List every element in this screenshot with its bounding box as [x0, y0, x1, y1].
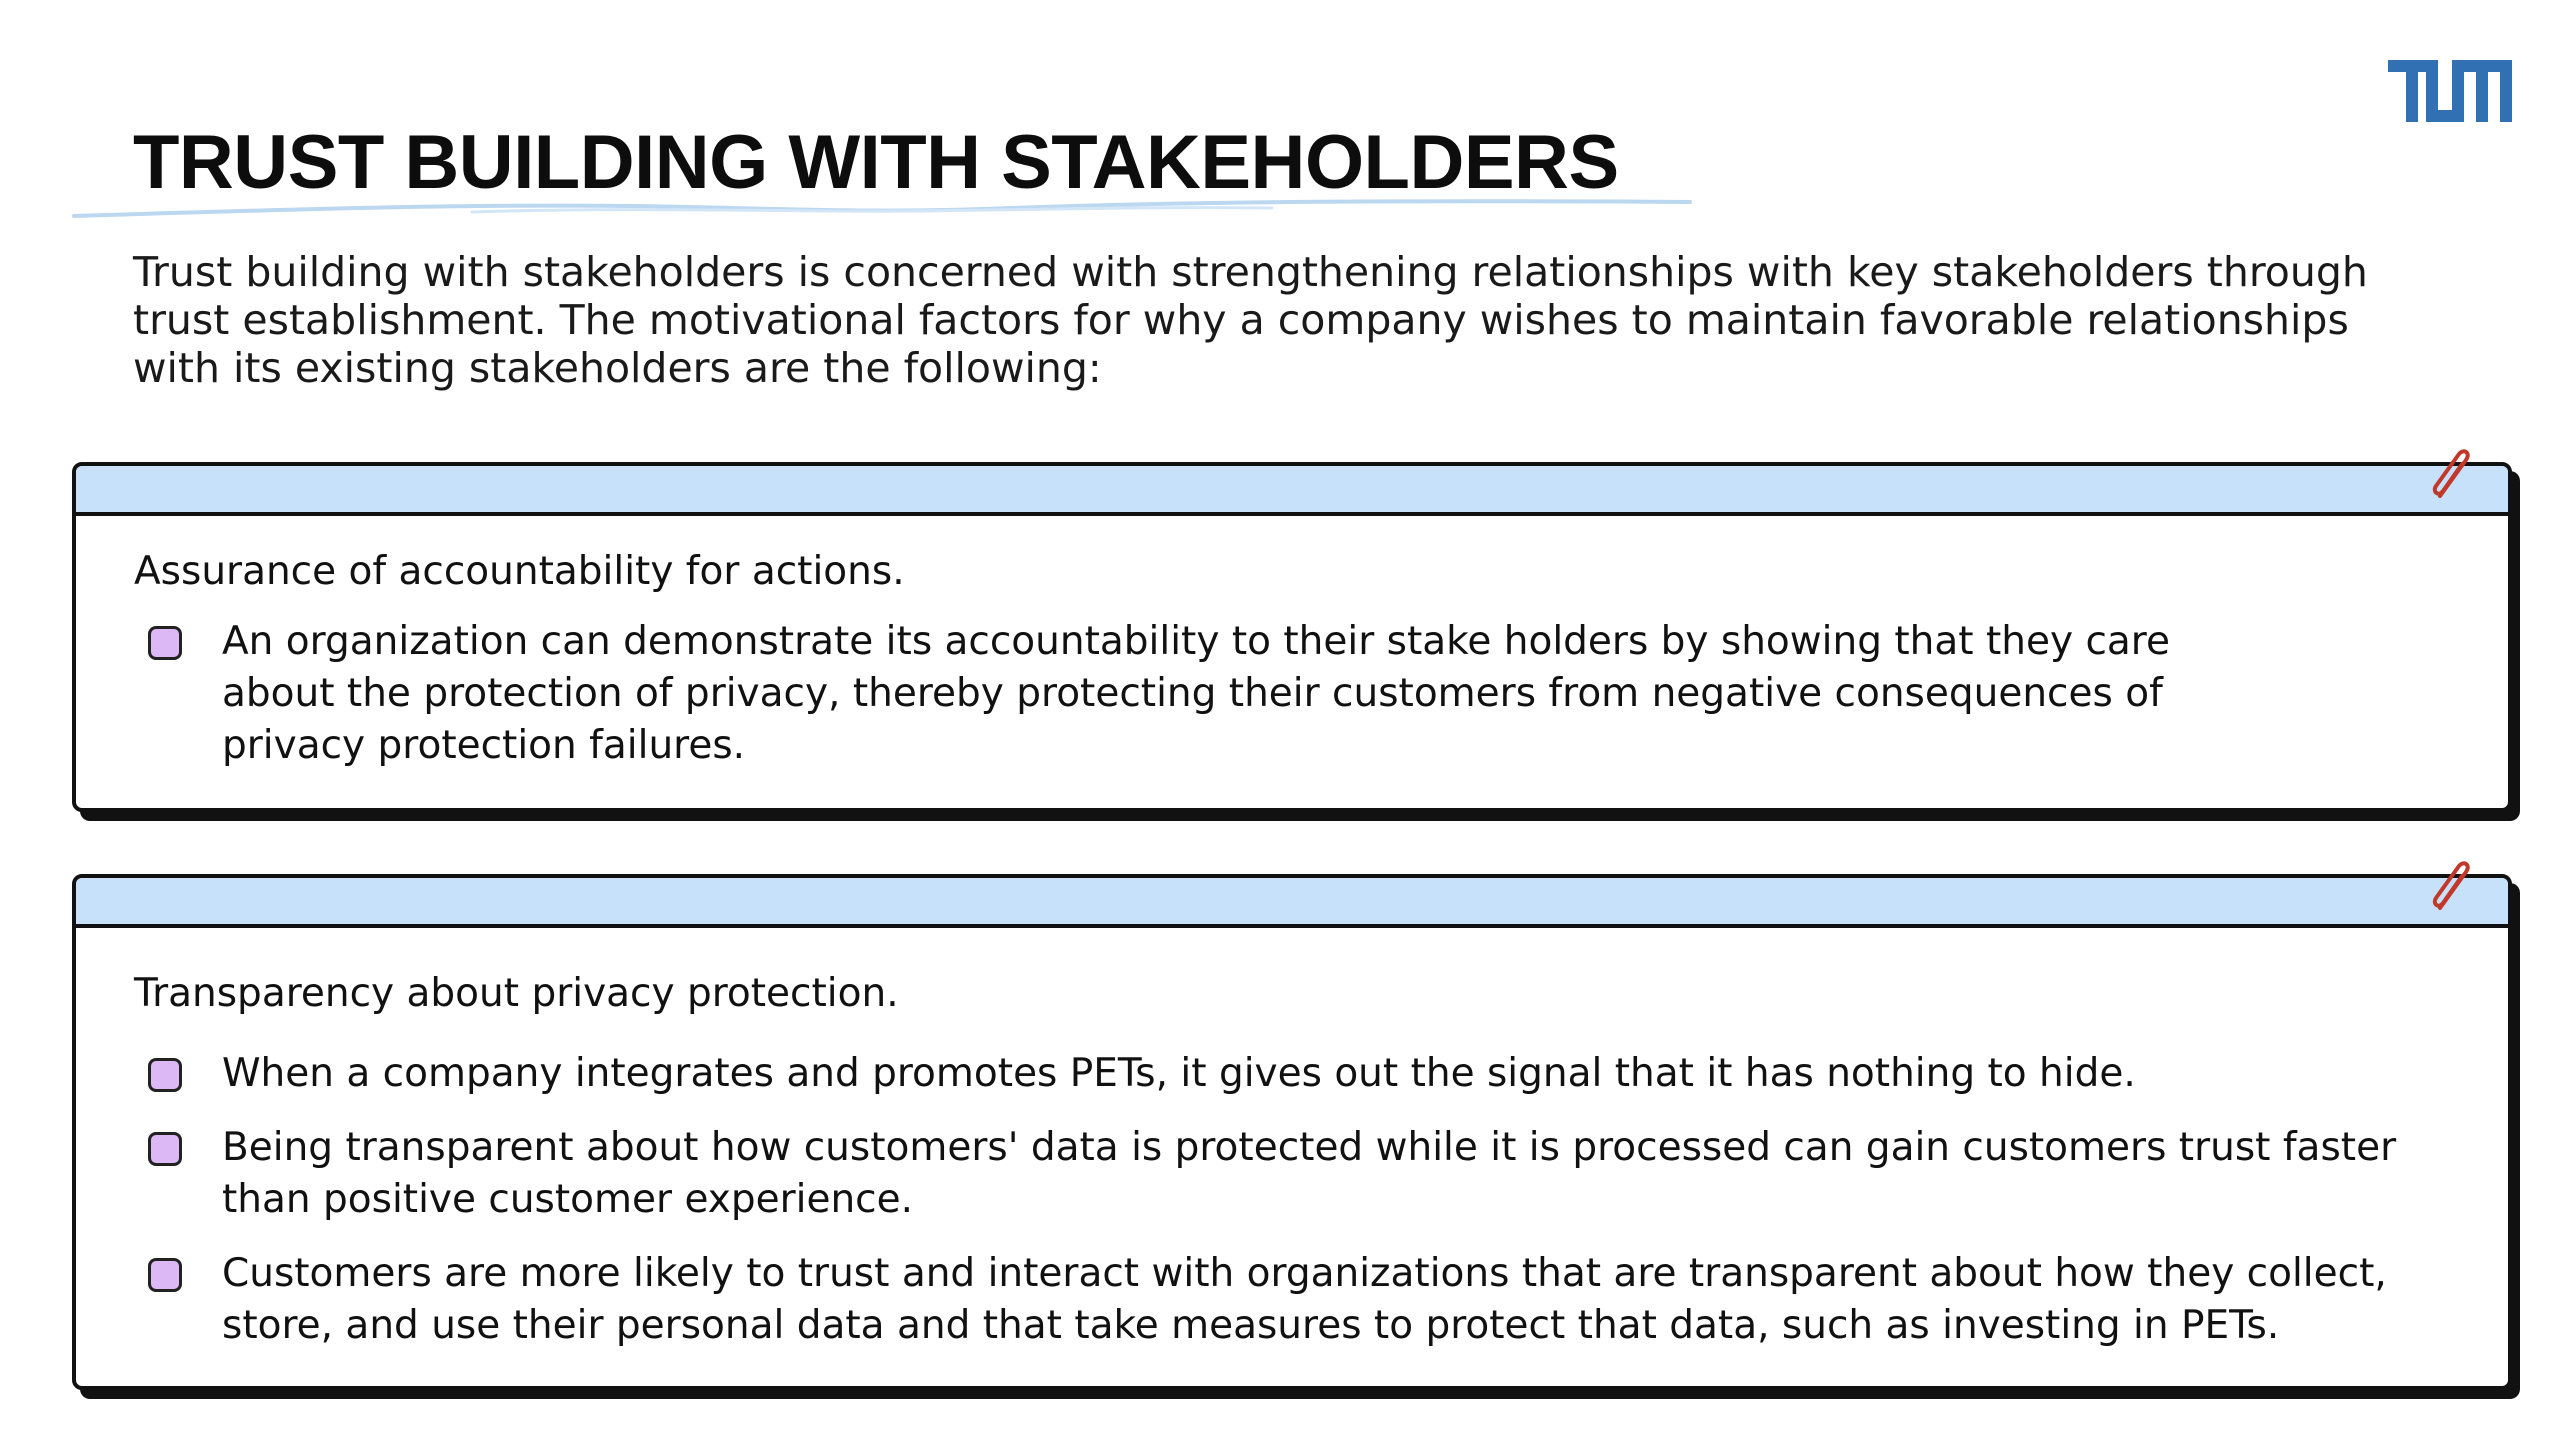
bullet-list [148, 616, 2248, 794]
bullet-list [148, 1048, 2448, 1374]
card-header-bar [76, 878, 2508, 928]
card-heading: Assurance of accountability for actions. [134, 549, 905, 594]
intro-paragraph: Trust building with stakeholders is concerned with strengthening relationships with key stakeholders through trust establishment. The motivational factors for why a company wishes to maintain favorable relationships with its existing stakeholders are the following: [133, 248, 2368, 392]
card-accountability [72, 462, 2512, 812]
list-item-text: Customers are more likely to trust and interact with organizations that are transparent about how they collect, store, and use their personal data and that take measures to protect that data, such as investing in PETs. [222, 1251, 2387, 1348]
title-underline-decoration [72, 184, 1692, 224]
paperclip-icon [2426, 446, 2478, 506]
checkbox-icon [148, 1132, 182, 1166]
tum-logo [2388, 60, 2512, 122]
checkbox-icon [148, 1058, 182, 1092]
list-item-text: Being transparent about how customers' data is protected while it is processed can gain customers trust faster than positive customer experience. [222, 1125, 2397, 1222]
list-item [148, 1122, 2448, 1226]
list-item [148, 1248, 2448, 1352]
card-heading: Transparency about privacy protection. [134, 971, 899, 1016]
list-item [148, 616, 2248, 772]
list-item-text: When a company integrates and promotes PETs, it gives out the signal that it has nothing to hide. [222, 1051, 2136, 1096]
paperclip-icon [2426, 858, 2478, 918]
list-item [148, 1048, 2448, 1100]
checkbox-icon [148, 626, 182, 660]
page-title: TRUST BUILDING WITH STAKEHOLDERS [133, 120, 1619, 205]
card-transparency [72, 874, 2512, 1390]
list-item-text: An organization can demonstrate its accountability to their stake holders by showing that they care about the protection of privacy, thereby protecting their customers from negative consequences of privacy protection failures. [222, 619, 2170, 768]
checkbox-icon [148, 1258, 182, 1292]
card-header-bar [76, 466, 2508, 516]
